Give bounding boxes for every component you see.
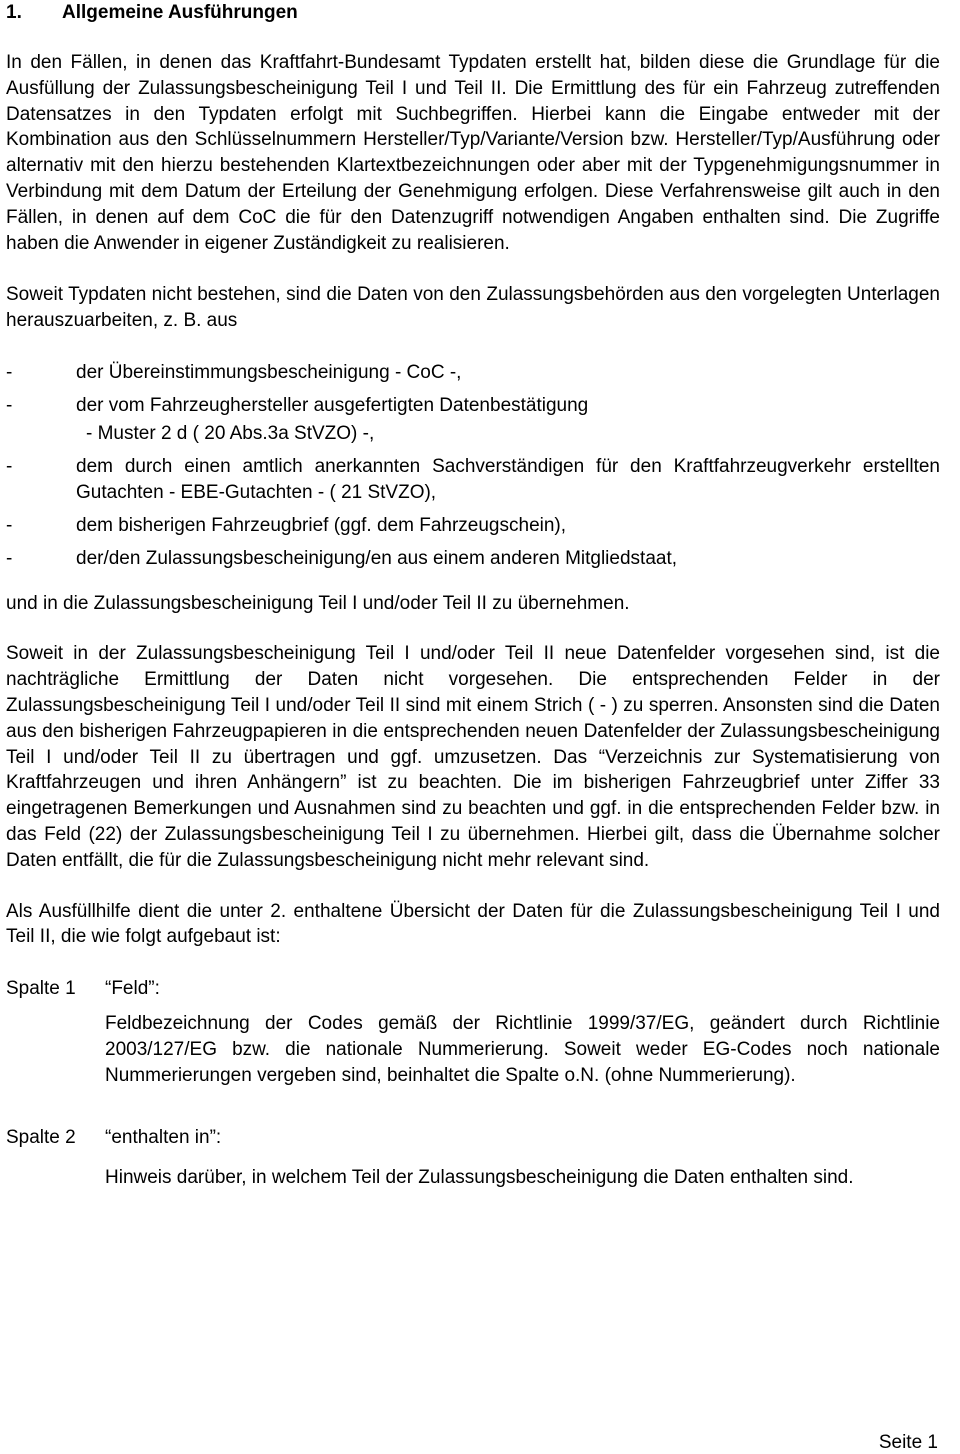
list-item-text: der Übereinstimmungsbescheinigung - CoC -, (76, 361, 462, 383)
list-item-text: dem bisherigen Fahrzeugbrief (ggf. dem Fahrzeugschein), (76, 514, 567, 536)
list-item (6, 360, 940, 386)
column-label: Spalte 1 (6, 978, 76, 1000)
list-item (6, 454, 940, 506)
list-dash: - (6, 547, 13, 569)
column-label: Spalte 2 (6, 1127, 76, 1149)
column-name: “Feld”: (105, 978, 160, 1000)
column-heading-1 (6, 976, 940, 1002)
paragraph-ausfuellhilfe: Als Ausfüllhilfe dient die unter 2. enthaltene Übersicht der Daten für die Zulassungsbescheinigung Teil I und Teil II, die wie folgt aufgebaut ist: (6, 900, 940, 948)
paragraph-soweit-typdaten: Soweit Typdaten nicht bestehen, sind die Daten von den Zulassungsbehörden aus den vorgelegten Unterlagen herauszuarbeiten, z. B. aus (6, 284, 940, 332)
column-description-1: Feldbezeichnung der Codes gemäß der Richtlinie 1999/37/EG, geändert durch Richtlinie 2003/127/EG bzw. die nationale Nummerierung. Soweit weder EG-Codes noch nationale Nummerierungen vergeben sind, beinhaltet die Spalte o.N. (ohne Nummerierung). (105, 1012, 940, 1086)
list-sub-item: - Muster 2 d ( 20 Abs.3a StVZO) -, (86, 422, 375, 444)
column-description-2: Hinweis darüber, in welchem Teil der Zulassungsbescheinigung die Daten enthalten sind. (105, 1167, 854, 1189)
source-document-list (6, 360, 940, 572)
column-heading-2 (6, 1125, 940, 1151)
list-item-text: der/den Zulassungsbescheinigung/en aus einem anderen Mitgliedstaat, (76, 547, 678, 569)
list-item (6, 393, 940, 419)
list-item (6, 546, 940, 572)
paragraph-neue-datenfelder: Soweit in der Zulassungsbescheinigung Teil I und/oder Teil II neue Datenfelder vorgesehen sind, ist die nachträgliche Ermittlung der Daten nicht vorgesehen. Die entsprechenden Felder in der Zulassungsbescheinigung Teil I und/oder Teil II sind mit einem Strich ( - ) zu sperren. Ansonsten sind die Daten aus den bisherigen Fahrzeugpapieren in die entsprechenden neuen Datenfelder der Zulassungsbescheinigung Teil I und/oder Teil II zu übertragen und ggf. umzusetzen. Das “Verzeichnis zur Systematisierung von Kraftfahrzeugen und ihren Anhängern” ist zu beachten. Die im bisherigen Fahrzeugbrief unter Ziffer 33 eingetragenen Bemerkungen und Ausnahmen sind zu beachten und ggf. in die entsprechenden Felder bzw. in das Feld (22) der Zulassungsbescheinigung Teil I zu übernehmen. Hierbei gilt, dass die Übernahme solcher Daten entfällt, die für die Zulassungsbescheinigung nicht mehr relevant sind. (6, 643, 940, 871)
list-item-text: dem durch einen amtlich anerkannten Sachverständigen für den Kraftfahrzeugverkehr erstellten Gutachten - EBE-Gutachten - ( 21 StVZO), (76, 456, 940, 504)
paragraph-uebernehmen: und in die Zulassungsbescheinigung Teil I und/oder Teil II zu übernehmen. (6, 592, 630, 614)
list-dash: - (6, 456, 13, 478)
section-heading (6, 0, 940, 25)
paragraph-intro: In den Fällen, in denen das Kraftfahrt-Bundesamt Typdaten erstellt hat, bilden diese die Grundlage für die Ausfüllung der Zulassungsbescheinigung Teil I und Teil II. Die Ermittlung des für ein Fahrzeug zutreffenden Datensatzes in den Typdaten erfolgt mit Suchbegriffen. Hierbei kann die Eingabe entweder mit der Kombination aus den Schlüsselnummern Hersteller/Typ/Variante/Version bzw. Hersteller/Typ/Ausführung oder alternativ mit den hierzu bestehenden Klartextbezeichnungen oder aber mit der Typgenehmigungsnummer in Verbindung mit dem Datum der Erteilung der Genehmigung erfolgen. Diese Verfahrensweise gilt auch in den Fällen, in denen auf dem CoC die für den Datenzugriff notwendigen Angaben enthalten sind. Die Zugriffe haben die Anwender in eigener Zuständigkeit zu realisieren. (6, 52, 940, 254)
list-dash: - (6, 394, 13, 416)
document-page (6, 0, 940, 1191)
section-title: Allgemeine Ausführungen (62, 2, 298, 23)
list-item (6, 513, 940, 539)
list-item-text: der vom Fahrzeughersteller ausgefertigten Datenbestätigung (76, 394, 589, 416)
list-dash: - (6, 361, 13, 383)
page-number: Seite 1 (878, 1432, 938, 1453)
list-dash: - (6, 514, 13, 536)
section-number: 1. (6, 2, 22, 23)
column-name: “enthalten in”: (105, 1127, 222, 1149)
